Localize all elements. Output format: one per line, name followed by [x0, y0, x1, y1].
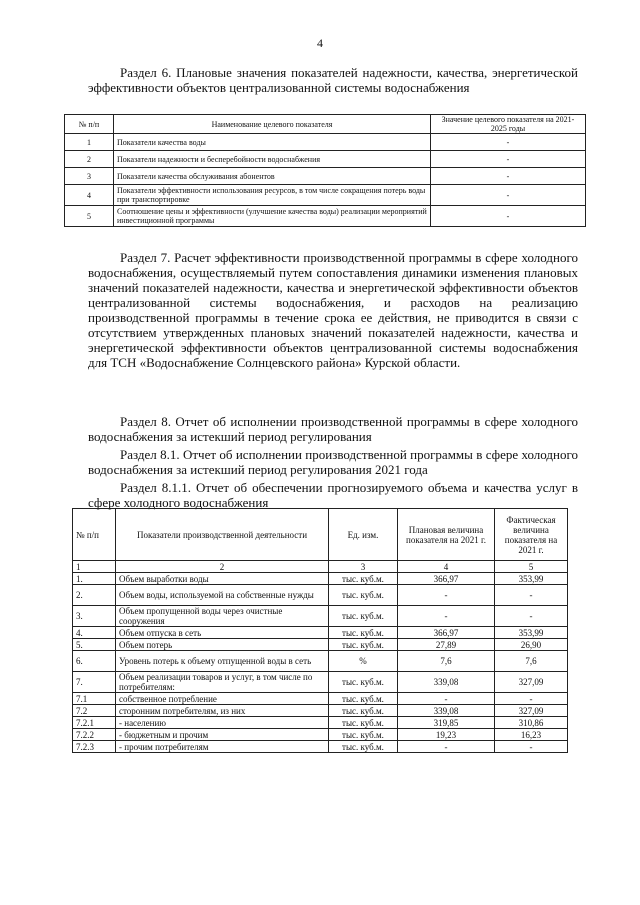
table-row	[73, 627, 568, 639]
indicator-name: Уровень потерь к объему отпущенной воды в сеть	[116, 651, 329, 672]
index-cell: 1	[73, 561, 116, 573]
section8-1-text: Раздел 8.1. Отчет об исполнении производственной программы в сфере холодного водоснабжения за истекший период регулирования 2021 года	[88, 447, 578, 477]
row-num: 6.	[73, 651, 116, 672]
section8-1-1	[88, 480, 578, 510]
unit: тыс. куб.м.	[329, 573, 398, 585]
unit: тыс. куб.м.	[329, 705, 398, 717]
row-num: 7.2.2	[73, 729, 116, 741]
row-num: 1	[65, 134, 114, 151]
section8	[88, 414, 578, 444]
table-row	[73, 573, 568, 585]
unit: тыс. куб.м.	[329, 639, 398, 651]
indicator-value: -	[431, 185, 586, 206]
plan-value: -	[398, 741, 495, 753]
table-header-row	[73, 509, 568, 561]
table-row	[65, 134, 586, 151]
table-row	[73, 651, 568, 672]
target-indicators-table	[64, 114, 586, 227]
section7	[88, 250, 578, 370]
indicator-name: сторонним потребителям, из них	[116, 705, 329, 717]
row-num: 7.2.1	[73, 717, 116, 729]
table-row	[73, 672, 568, 693]
row-num: 1.	[73, 573, 116, 585]
col-header-num: № п/п	[73, 509, 116, 561]
row-num: 4	[65, 185, 114, 206]
unit: тыс. куб.м.	[329, 717, 398, 729]
indicator-name: Объем реализации товаров и услуг, в том числе по потребителям:	[116, 672, 329, 693]
section8-text: Раздел 8. Отчет об исполнении производственной программы в сфере холодного водоснабжения за истекший период регулирования	[88, 414, 578, 444]
row-num: 2	[65, 151, 114, 168]
col-header-plan: Плановая величина показателя на 2021 г.	[398, 509, 495, 561]
row-num: 2.	[73, 585, 116, 606]
column-index-row	[73, 561, 568, 573]
indicator-name: - населению	[116, 717, 329, 729]
row-num: 7.1	[73, 693, 116, 705]
row-num: 3.	[73, 606, 116, 627]
table-row	[73, 606, 568, 627]
col-header-unit: Ед. изм.	[329, 509, 398, 561]
fact-value: -	[495, 741, 568, 753]
indicator-value: -	[431, 206, 586, 227]
fact-value: -	[495, 693, 568, 705]
plan-value: 339,08	[398, 672, 495, 693]
fact-value: -	[495, 585, 568, 606]
col-header-fact: Фактическая величина показателя на 2021 г.	[495, 509, 568, 561]
plan-value: 7,6	[398, 651, 495, 672]
section6-heading	[88, 66, 578, 95]
row-num: 3	[65, 168, 114, 185]
plan-value: 366,97	[398, 573, 495, 585]
table-row	[65, 151, 586, 168]
index-cell: 4	[398, 561, 495, 573]
plan-value: -	[398, 693, 495, 705]
fact-value: 353,99	[495, 573, 568, 585]
unit: тыс. куб.м.	[329, 741, 398, 753]
indicator-name: собственное потребление	[116, 693, 329, 705]
production-report-table	[72, 508, 568, 753]
indicator-name: Показатели качества обслуживания абонентов	[114, 168, 431, 185]
table-row	[73, 729, 568, 741]
table-row	[73, 705, 568, 717]
col-header-name: Наименование целевого показателя	[114, 115, 431, 134]
row-num: 5.	[73, 639, 116, 651]
page-number: 4	[317, 36, 323, 50]
table-row	[73, 693, 568, 705]
unit: тыс. куб.м.	[329, 627, 398, 639]
table-row	[73, 717, 568, 729]
table-row	[65, 206, 586, 227]
fact-value: 7,6	[495, 651, 568, 672]
row-num: 4.	[73, 627, 116, 639]
plan-value: -	[398, 606, 495, 627]
plan-value: 19,23	[398, 729, 495, 741]
table-header-row	[65, 115, 586, 134]
row-num: 7.2.3	[73, 741, 116, 753]
row-num: 7.	[73, 672, 116, 693]
indicator-name: Объем отпуска в сеть	[116, 627, 329, 639]
plan-value: 27,89	[398, 639, 495, 651]
indicator-value: -	[431, 168, 586, 185]
unit: тыс. куб.м.	[329, 585, 398, 606]
col-header-value: Значение целевого показателя на 2021-2025 годы	[431, 115, 586, 134]
index-cell: 2	[116, 561, 329, 573]
section7-text: Раздел 7. Расчет эффективности производственной программы в сфере холодного водоснабжения, осуществляемый путем сопоставления динамики изменения плановых значений показателей надежности, качества и энергетической эффективности объектов централизованной системы водоснабжения, и расходов на реализацию производственной программы в течение срока ее действия, не приводится в связи с отсутствием утвержденных плановых значений показателей надежности, качества и энергетической эффективности объектов централизованной системы водоснабжения для ТСН «Водоснабжение Солнцевского района» Курской области.	[88, 250, 578, 370]
section8-1-1-text: Раздел 8.1.1. Отчет об обеспечении прогнозируемого объема и качества услуг в сфере холодного водоснабжения	[88, 480, 578, 510]
plan-value: 339,08	[398, 705, 495, 717]
unit: тыс. куб.м.	[329, 606, 398, 627]
indicator-name: Объем пропущенной воды через очистные сооружения	[116, 606, 329, 627]
fact-value: 26,90	[495, 639, 568, 651]
table-row	[65, 168, 586, 185]
section6-title: Раздел 6. Плановые значения показателей надежности, качества, энергетической эффективности объектов централизованной системы водоснабжения	[88, 65, 578, 95]
fact-value: 16,23	[495, 729, 568, 741]
unit: тыс. куб.м.	[329, 672, 398, 693]
indicator-name: Показатели эффективности использования ресурсов, в том числе сокращения потерь воды при транспортировке	[114, 185, 431, 206]
row-num: 5	[65, 206, 114, 227]
col-header-indicator: Показатели производственной деятельности	[116, 509, 329, 561]
unit: тыс. куб.м.	[329, 729, 398, 741]
fact-value: 353,99	[495, 627, 568, 639]
indicator-name: - прочим потребителям	[116, 741, 329, 753]
index-cell: 5	[495, 561, 568, 573]
plan-value: 366,97	[398, 627, 495, 639]
indicator-name: Показатели надежности и бесперебойности водоснабжения	[114, 151, 431, 168]
table-row	[73, 639, 568, 651]
fact-value: -	[495, 606, 568, 627]
table-row	[73, 741, 568, 753]
col-header-num: № п/п	[65, 115, 114, 134]
indicator-value: -	[431, 134, 586, 151]
unit: тыс. куб.м.	[329, 693, 398, 705]
index-cell: 3	[329, 561, 398, 573]
table-row	[65, 185, 586, 206]
indicator-name: - бюджетным и прочим	[116, 729, 329, 741]
indicator-name: Объем выработки воды	[116, 573, 329, 585]
fact-value: 327,09	[495, 672, 568, 693]
row-num: 7.2	[73, 705, 116, 717]
fact-value: 327,09	[495, 705, 568, 717]
plan-value: -	[398, 585, 495, 606]
indicator-name: Объем воды, используемой на собственные нужды	[116, 585, 329, 606]
indicator-value: -	[431, 151, 586, 168]
indicator-name: Соотношение цены и эффективности (улучшение качества воды) реализации мероприятий инвестиционной программы	[114, 206, 431, 227]
plan-value: 319,85	[398, 717, 495, 729]
unit: %	[329, 651, 398, 672]
fact-value: 310,86	[495, 717, 568, 729]
indicator-name: Показатели качества воды	[114, 134, 431, 151]
table-row	[73, 585, 568, 606]
indicator-name: Объем потерь	[116, 639, 329, 651]
section8-1	[88, 447, 578, 477]
